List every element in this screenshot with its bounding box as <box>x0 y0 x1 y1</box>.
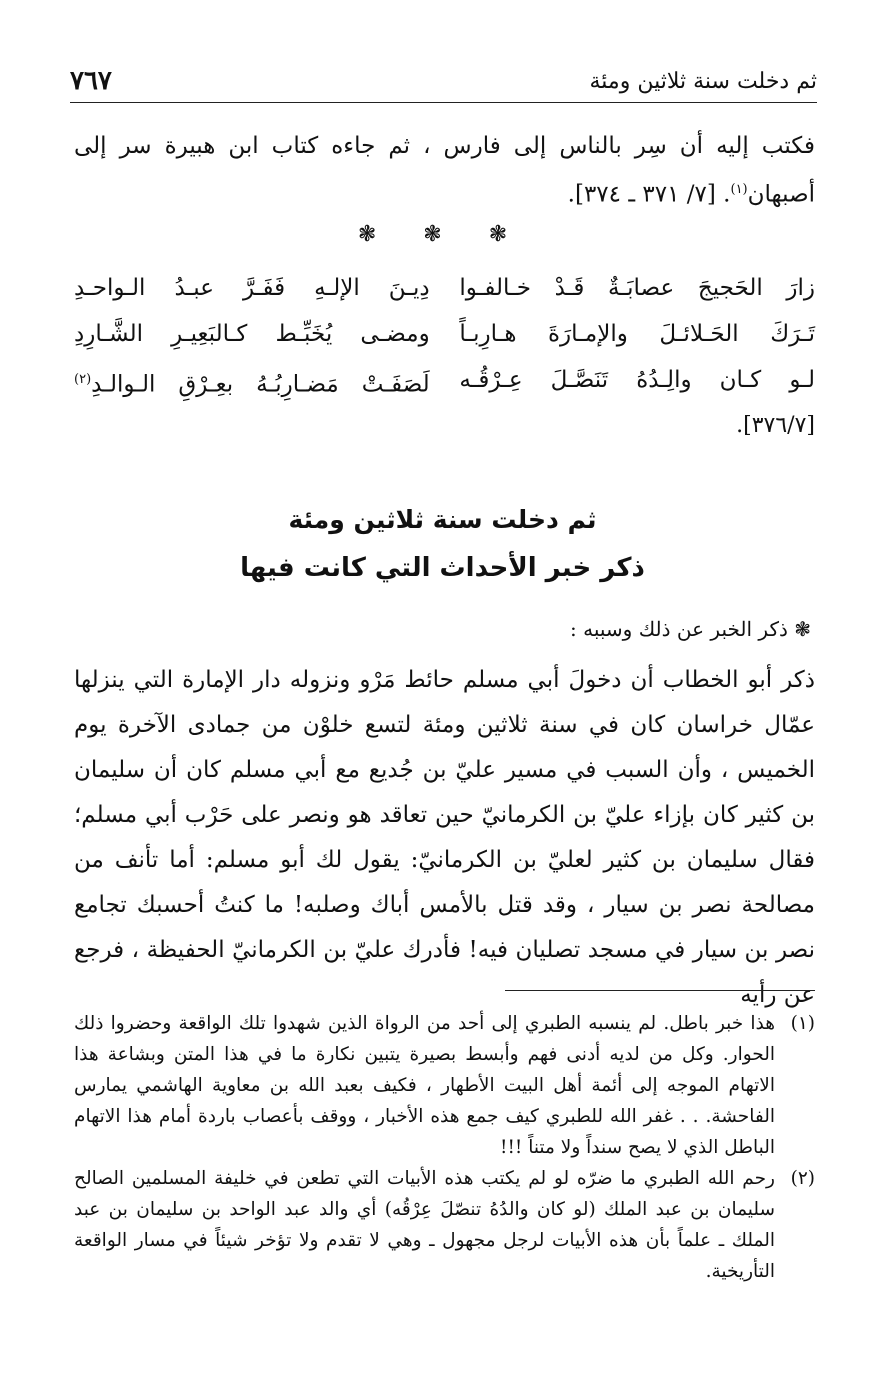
verse-second-hemistich: ومضـى يُخَبِّـط كـالبَعِيـرِ الشَّـارِدِ <box>74 321 430 347</box>
verse-line <box>74 265 815 311</box>
footnote <box>74 1163 815 1287</box>
section-subtitle: ذكر خبر الأحداث التي كانت فيها <box>240 553 645 583</box>
body-paragraph: ذكر أبو الخطاب أن دخولَ أبي مسلم حائط مَرْو ونزوله دار الإمارة التي ينزلها عمّال خراسان كان في سنة ثلاثين ومئة لتسع خلوْن من جمادى الآخرة يوم الخميس ، وأن السبب في مسير عليّ بن جُديع مع أبي مسلم كان أن سليمان بن كثير كان بإزاء عليّ بن الكرمانيّ حين تعاقد هو ونصر على حَرْب أبي مسلم؛ فقال سليمان بن كثير لعليّ بن الكرمانيّ: يقول لك أبو مسلم: أما تأنف من مصالحة نصر بن سيار ، وقد قتل بالأمس أباك وصلبه! ما كنتُ أحسبك تجامع نصر بن سيار في مسجد تصليان فيه! فأدرك عليّ بن الكرمانيّ الحفيظة ، فرجع عن رأيه <box>74 667 815 1008</box>
verse-line <box>74 357 815 403</box>
page-number: ٧٦٧ <box>70 66 112 96</box>
footnote <box>74 1008 815 1163</box>
verse-first-hemistich: تَـرَكَ الحَـلائـلَ والإمـارَةَ هـارِبـاً <box>459 321 815 347</box>
footnote-ref-2: (٢) <box>74 372 92 387</box>
verse-first-hemistich: لـو كـان والِـدُهُ تَنَصَّـلَ عِـرْقُـه <box>459 367 815 393</box>
footnote-text: رحم الله الطبري ما ضرّه لو لم يكتب هذه الأبيات التي تطعن في خليفة المسلمين الصالح سليمان بن عبد الملك (لو كان والدُهُ تنصّلَ عِرْقُه) أي والد عبد الواحد بن سليمان بن عبد الملك ـ علماً بأن هذه الأبيات لرجل مجهول ـ وهي لا تقدم ولا تؤخر شيئاً في مسار الواقعة التأريخية. <box>74 1168 775 1282</box>
section-separator: ❃ ❃ ❃ <box>357 222 528 247</box>
footnote-number: (٢) <box>790 1168 815 1189</box>
intro-text: فكتب إليه أن سِر بالناس إلى فارس ، ثم جاءه كتاب ابن هبيرة سر إلى أصبهان <box>74 133 815 208</box>
footnote-number: (١) <box>790 1013 815 1034</box>
poem <box>74 265 815 449</box>
intro-paragraph <box>74 125 815 217</box>
verse-line <box>74 311 815 357</box>
poem-citation: [٣٧٦/٧]. <box>736 413 815 438</box>
footnote-text: هذا خبر باطل. لم ينسبه الطبري إلى أحد من الرواة الذين شهدوا تلك الواقعة وحضروا ذلك الحوار. وكل من لديه أدنى فهم وأبسط بصيرة يتبين نكارة ما في هذا المتن وبشاعة هذا الاتهام الموجه إلى أئمة أهل البيت الأطهار ، فكيف بعبد الله بن معاوية الهاشمي يمارس الفاحشة. . . غفر الله للطبري كيف جمع هذه الأخبار ، ووقف بأعصاب باردة أمام هذا الاتهام الباطل الذي لا يصح سنداً ولا متناً !!! <box>74 1013 775 1158</box>
footnote-divider <box>505 990 815 991</box>
running-header <box>70 60 817 103</box>
running-title: ثم دخلت سنة ثلاثين ومئة <box>589 68 817 94</box>
verse-first-hemistich: زارَ الحَجيجَ عصابَـةٌ قَـدْ خـالفـوا <box>459 275 815 301</box>
intro-citation: . [٧/ ٣٧١ ـ ٣٧٤]. <box>567 181 731 208</box>
verse-second-text: لَصَفَـتْ مَضـارِبُـهُ بعِـرْقِ الـوالـدِ <box>91 371 430 398</box>
verse-second-hemistich: دِيـنَ الإلـهِ فَفَـرَّ عبـدُ الـواحـدِ <box>74 275 430 301</box>
verse-second-hemistich <box>74 357 430 403</box>
footnote-ref-1: (١) <box>730 182 748 197</box>
subheading: ❃ ذكر الخبر عن ذلك وسببه : <box>570 617 811 641</box>
section-title: ثم دخلت سنة ثلاثين ومئة <box>288 505 597 534</box>
footnotes <box>74 1008 815 1287</box>
